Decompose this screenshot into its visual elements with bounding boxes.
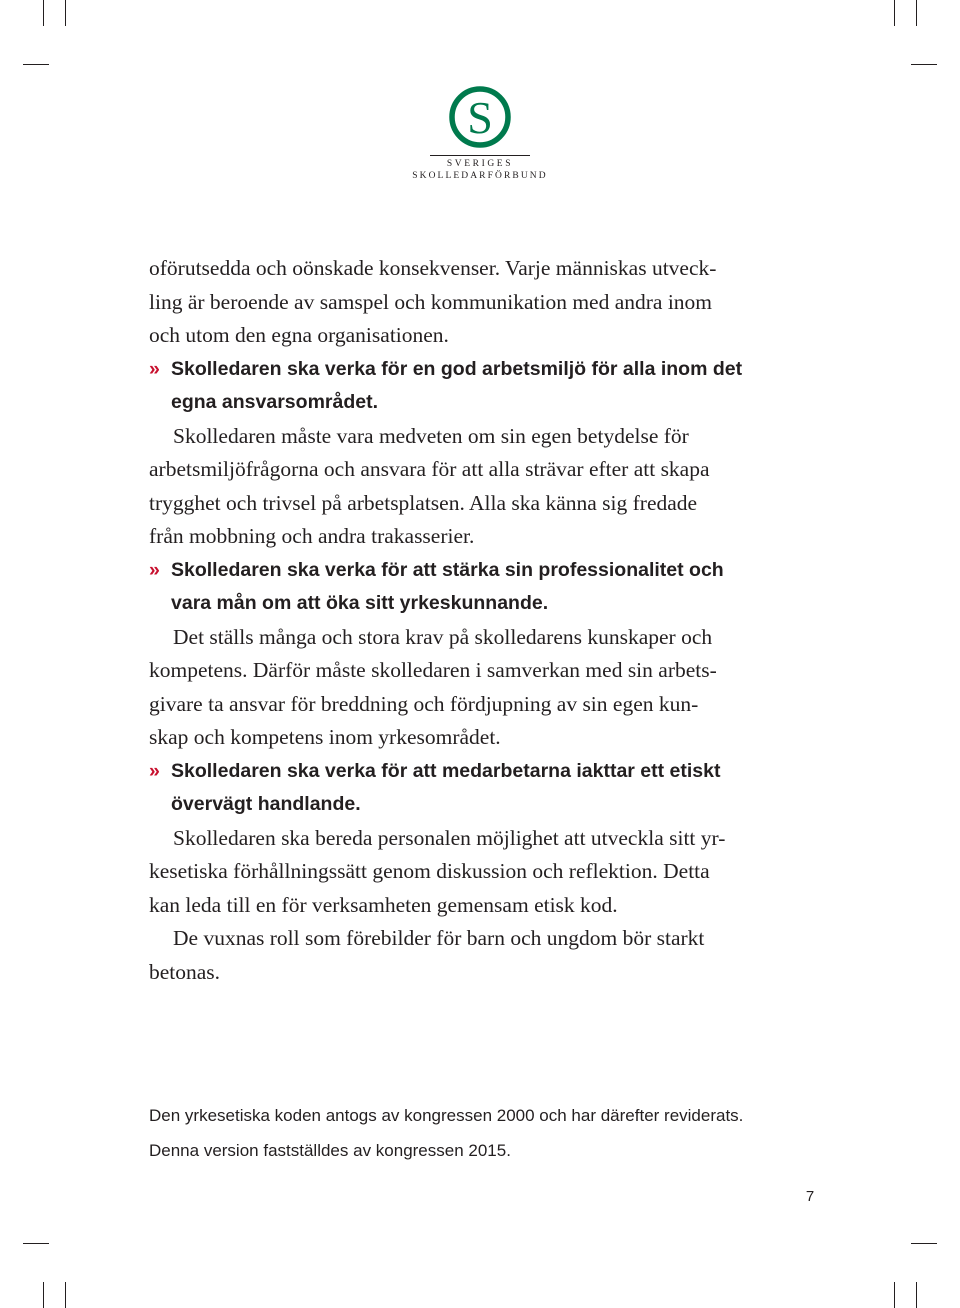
crop-mark <box>23 1243 49 1244</box>
logo-text-line2: SKOLLEDARFÖRBUND <box>412 171 548 181</box>
text-line: kan leda till en för verksamheten gemensam etisk kod. <box>149 892 618 917</box>
text-line: De vuxnas roll som förebilder för barn och ungdom bör starkt <box>173 926 705 950</box>
logo-text-line1: SVERIGES <box>446 159 514 169</box>
crop-mark <box>43 0 44 26</box>
text-line: Skolledaren ska bereda personalen möjlighet att utveckla sitt yr- <box>173 825 726 850</box>
text-line: oförutsedda och oönskade konsekvenser. Varje människas utveck- <box>149 256 717 280</box>
heading-line: övervägt handlande. <box>171 793 361 815</box>
crop-mark <box>894 0 895 26</box>
page-number: 7 <box>805 1188 815 1205</box>
crop-mark <box>916 1282 917 1308</box>
text-line: arbetsmiljöfrågorna och ansvara för att alla strävar efter att skapa <box>149 457 710 481</box>
footnote: Denna version fastställdes av kongressen 2015. <box>149 1141 511 1160</box>
heading-line: vara mån om att öka sitt yrkeskunnande. <box>171 592 549 614</box>
text-line: ling är beroende av samspel och kommunikation med andra inom <box>149 289 713 314</box>
crop-mark <box>894 1282 895 1308</box>
heading-line: Skolledaren ska verka för en god arbetsmiljö för alla inom det <box>171 357 743 380</box>
text-line: trygghet och trivsel på arbetsplatsen. Alla ska känna sig fredade <box>149 490 698 515</box>
body-text <box>149 252 813 989</box>
text-line: Det ställs många och stora krav på skolledarens kunskaper och <box>173 624 713 649</box>
organization-logo <box>409 86 551 186</box>
logo-emblem-icon <box>409 86 551 156</box>
crop-mark <box>916 0 917 26</box>
bullet-marker: » <box>149 357 160 380</box>
section-paragraph <box>149 922 813 989</box>
crop-mark <box>911 1243 937 1244</box>
intro-paragraph <box>149 252 813 353</box>
section-paragraph <box>149 420 813 554</box>
heading-line: Skolledaren ska verka för att medarbetarna iakttar ett etiskt <box>171 759 721 782</box>
section-paragraph <box>149 621 813 755</box>
heading-line: egna ansvarsområdet. <box>171 391 379 413</box>
section-heading-professionalism <box>149 554 813 621</box>
bullet-marker: » <box>149 558 160 581</box>
footnotes <box>149 1098 849 1168</box>
svg-text:S: S <box>467 92 493 143</box>
crop-mark <box>23 64 49 65</box>
section-heading-ethics <box>149 755 813 822</box>
crop-mark <box>911 64 937 65</box>
text-line: och utom den egna organisationen. <box>149 323 449 347</box>
text-line: Skolledaren måste vara medveten om sin egen betydelse för <box>173 423 689 448</box>
text-line: skap och kompetens inom yrkesområdet. <box>149 725 501 749</box>
heading-line: Skolledaren ska verka för att stärka sin professionalitet och <box>171 558 724 581</box>
footnote: Den yrkesetiska koden antogs av kongressen 2000 och har därefter reviderats. <box>149 1106 744 1125</box>
text-line: betonas. <box>149 959 221 984</box>
section-paragraph <box>149 822 813 923</box>
bullet-marker: » <box>149 759 160 782</box>
crop-mark <box>65 1282 66 1308</box>
text-line: kompetens. Därför måste skolledaren i samverkan med sin arbets- <box>149 658 717 682</box>
text-line: kesetiska förhållningssätt genom diskussion och reflektion. Detta <box>149 859 710 883</box>
text-line: från mobbning och andra trakasserier. <box>149 524 475 548</box>
crop-mark <box>43 1282 44 1308</box>
logo-rule <box>430 155 530 156</box>
section-heading-work-environment <box>149 353 813 420</box>
crop-mark <box>65 0 66 26</box>
text-line: givare ta ansvar för breddning och fördjupning av sin egen kun- <box>149 691 699 716</box>
